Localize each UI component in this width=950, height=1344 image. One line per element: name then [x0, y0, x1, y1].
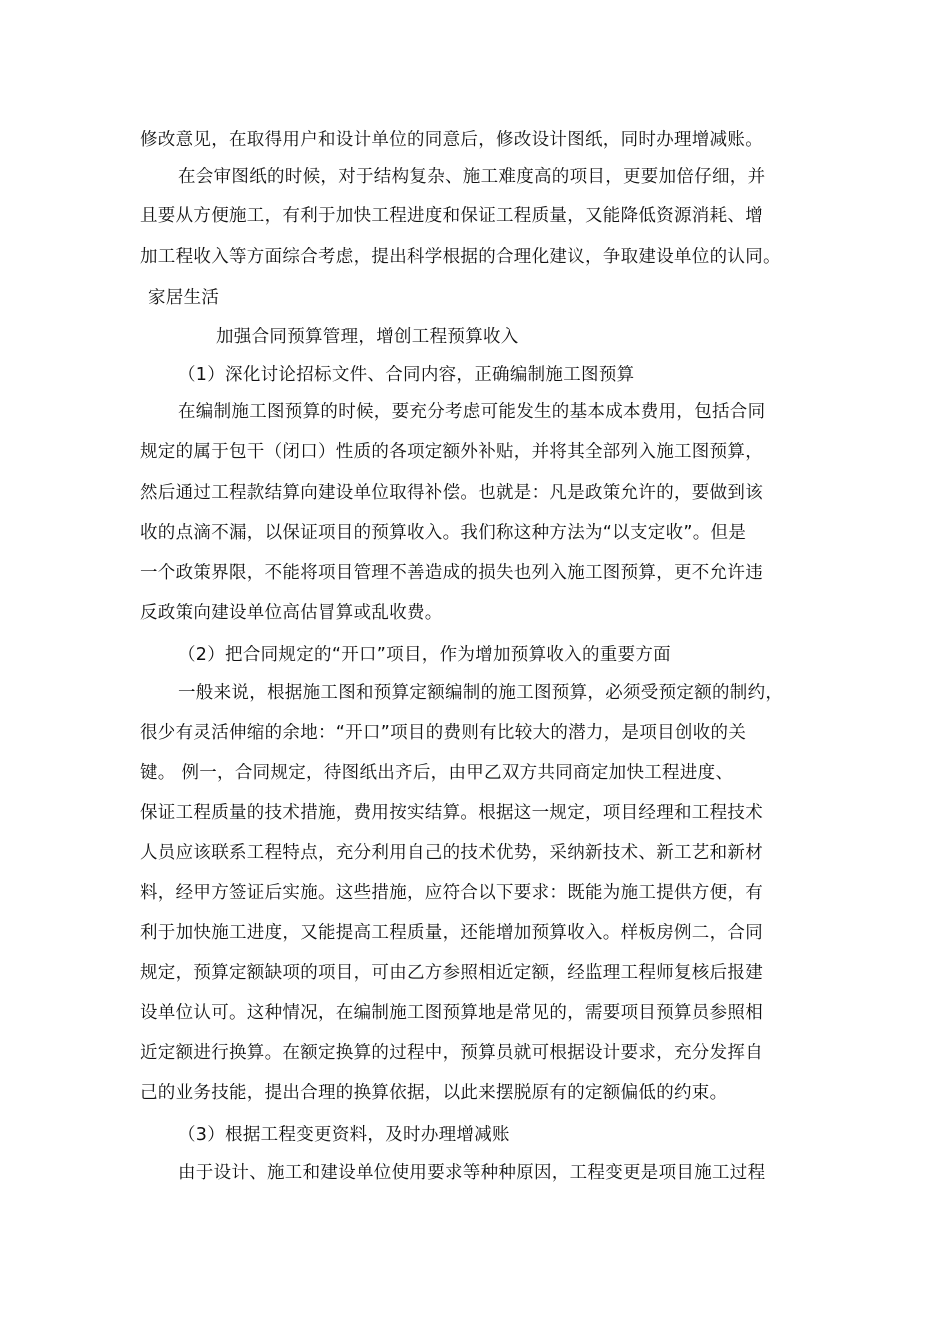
paragraph-line: 且要从方便施工，有利于加快工程进度和保证工程质量，又能降低资源消耗、增 [140, 206, 763, 226]
paragraph-line: 反政策向建设单位高估冒算或乱收费。 [140, 603, 443, 623]
subheading: （3）根据工程变更资料，及时办理增减账 [178, 1125, 510, 1145]
paragraph-line: 在会审图纸的时候，对于结构复杂、施工难度高的项目，更要加倍仔细，并 [178, 167, 766, 187]
subheading: （2）把合同规定的“开口”项目，作为增加预算收入的重要方面 [178, 645, 671, 665]
paragraph-line: 在编制施工图预算的时候，要充分考虑可能发生的基本成本费用，包括合同 [178, 402, 766, 422]
paragraph-line: 己的业务技能，提出合理的换算依据，以此来摆脱原有的定额偏低的约束。 [140, 1083, 728, 1103]
section-heading: 加强合同预算管理，增创工程预算收入 [216, 327, 519, 347]
paragraph-line: 保证工程质量的技术措施，费用按实结算。根据这一规定，项目经理和工程技术 [140, 803, 763, 823]
paragraph-line: 规定，预算定额缺项的项目，可由乙方参照相近定额，经监理工程师复核后报建 [140, 963, 763, 983]
paragraph-line: 料，经甲方签证后实施。这些措施，应符合以下要求：既能为施工提供方便，有 [140, 883, 763, 903]
paragraph-line: 规定的属于包干（闭口）性质的各项定额外补贴，并将其全部列入施工图预算， [140, 442, 763, 462]
paragraph-line: 修改意见，在取得用户和设计单位的同意后，修改设计图纸，同时办理增减账。 [140, 130, 763, 150]
paragraph-line: 很少有灵活伸缩的余地：“开口”项目的费则有比较大的潜力，是项目创收的关 [140, 723, 747, 743]
paragraph-line: 一个政策界限，不能将项目管理不善造成的损失也列入施工图预算，更不允许违 [140, 563, 763, 583]
subheading: （1）深化讨论招标文件、合同内容，正确编制施工图预算 [178, 365, 635, 385]
paragraph-line: 一般来说，根据施工图和预算定额编制的施工图预算，必须受预定额的制约， [178, 683, 784, 703]
paragraph-line: 利于加快施工进度，又能提高工程质量，还能增加预算收入。样板房例二，合同 [140, 923, 763, 943]
paragraph-line: 人员应该联系工程特点，充分利用自己的技术优势，采纳新技术、新工艺和新材 [140, 843, 763, 863]
paragraph-line: 近定额进行换算。在额定换算的过程中，预算员就可根据设计要求，充分发挥自 [140, 1043, 763, 1063]
paragraph-line: 设单位认可。这种情况，在编制施工图预算地是常见的，需要项目预算员参照相 [140, 1003, 763, 1023]
paragraph-line: 加工程收入等方面综合考虑，提出科学根据的合理化建议，争取建设单位的认同。 [140, 247, 781, 267]
section-label: 家居生活 [148, 288, 220, 308]
paragraph-line: 由于设计、施工和建设单位使用要求等种种原因，工程变更是项目施工过程 [178, 1163, 766, 1183]
paragraph-line: 键。 例一，合同规定，待图纸出齐后，由甲乙双方共同商定加快工程进度、 [140, 763, 734, 783]
paragraph-line: 然后通过工程款结算向建设单位取得补偿。也就是：凡是政策允许的，要做到该 [140, 483, 763, 503]
paragraph-line: 收的点滴不漏，以保证项目的预算收入。我们称这种方法为“以支定收”。但是 [140, 523, 747, 543]
